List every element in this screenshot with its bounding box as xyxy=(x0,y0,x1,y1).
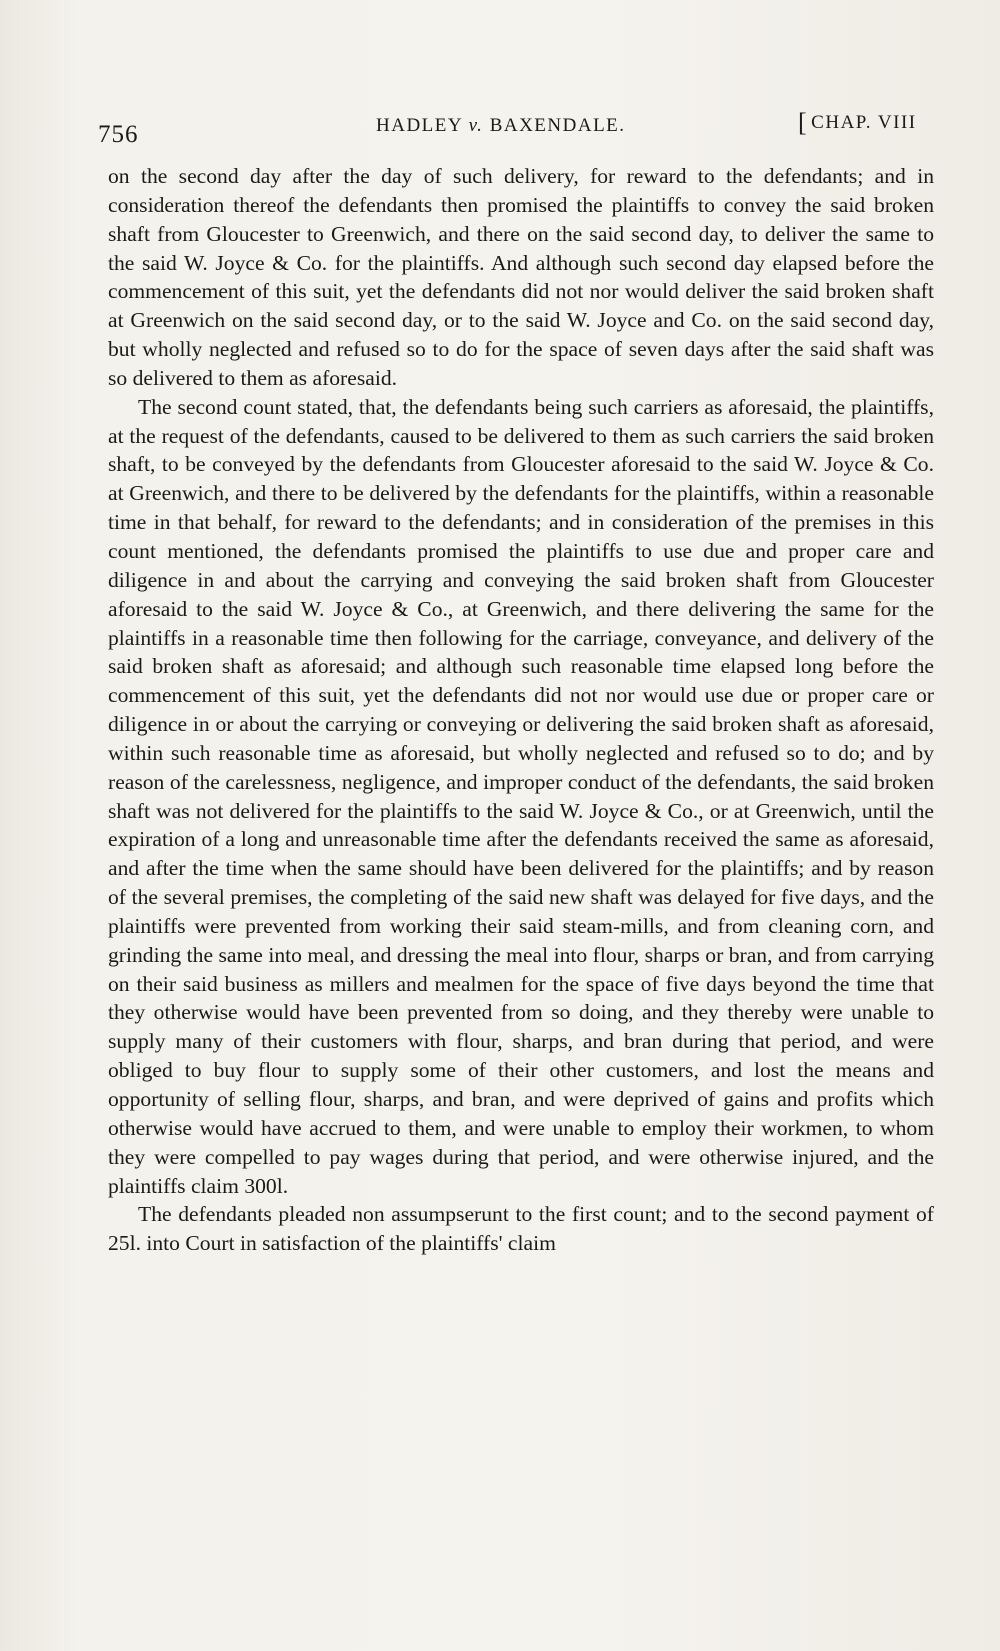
running-title xyxy=(376,115,626,137)
chapter-label xyxy=(798,105,917,135)
running-title-versus: v. xyxy=(468,115,484,136)
chapter-bracket: [ xyxy=(798,108,809,137)
paragraph-second-count: The second count stated, that, the defendants being such carriers as aforesaid, the plaintiffs, at the request of the defendants, caused to be delivered to them as such carriers the said broken shaft, to be conveyed by the defendants from Gloucester aforesaid to the said W. Joyce & Co. at Greenwich, and there to be delivered by the defendants for the plaintiffs, within a reasonable time in that behalf, for reward to the defendants; and in consideration of the premises in this count mentioned, the defendants promised the plaintiffs to use due and proper care and diligence in and about the carrying and conveying the said broken shaft from Gloucester aforesaid to the said W. Joyce & Co., at Greenwich, and there delivering the same for the plaintiffs in a reasonable time then following for the carriage, conveyance, and delivery of the said broken shaft as aforesaid; and although such reasonable time elapsed long before the commencement of this suit, yet the defendants did not nor would use due or proper care or diligence in or about the carrying or conveying or delivering the said broken shaft as aforesaid, within such reasonable time as aforesaid, but wholly neglected and refused so to do; and by reason of the carelessness, negligence, and improper conduct of the defendants, the said broken shaft was not delivered for the plaintiffs to the said W. Joyce & Co., or at Greenwich, until the expiration of a long and unreasonable time after the defendants received the same as aforesaid, and after the time when the same should have been delivered for the plaintiffs; and by reason of the several premises, the completing of the said new shaft was delayed for five days, and the plaintiffs were prevented from working their said steam-mills, and from cleaning corn, and grinding the same into meal, and dressing the meal into flour, sharps or bran, and from carrying on their said business as millers and mealmen for the space of five days beyond the time that they otherwise would have been prevented from so doing, and they thereby were unable to supply many of their customers with flour, sharps, and bran during that period, and were obliged to buy flour to supply some of their other customers, and lost the means and opportunity of selling flour, sharps, and bran, and were deprived of gains and profits which otherwise would have accrued to them, and were unable to employ their workmen, to whom they were compelled to pay wages during that period, and were otherwise injured, and the plaintiffs claim 300l. xyxy=(108,394,934,1198)
running-title-defendant: BAXENDALE. xyxy=(483,115,626,136)
page-number: 756 xyxy=(98,121,139,148)
paragraph-continuation: on the second day after the day of such delivery, for reward to the defendants; and in consideration thereof the defendants then promised the plaintiffs to convey the said broken shaft from Gloucester to Greenwich, and there on the said second day, to deliver the same to the said W. Joyce & Co. for the plaintiffs. And although such second day elapsed before the commencement of this suit, yet the defendants did not nor would deliver the said broken shaft at Greenwich on the said second day, or to the said W. Joyce and Co. on the said second day, but wholly neglected and refused so to do for the space of seven days after the said shaft was so delivered to them as aforesaid. xyxy=(108,164,934,390)
running-title-plaintiff: HADLEY xyxy=(376,115,469,136)
paragraph-pleadings: The defendants pleaded non assumpserunt to the first count; and to the second payment of 25l. into Court in satisfaction of the plaintiffs' claim xyxy=(108,1202,934,1256)
chapter-text: CHAP. VIII xyxy=(811,112,917,133)
body-text xyxy=(108,162,934,1258)
running-header xyxy=(98,105,928,148)
